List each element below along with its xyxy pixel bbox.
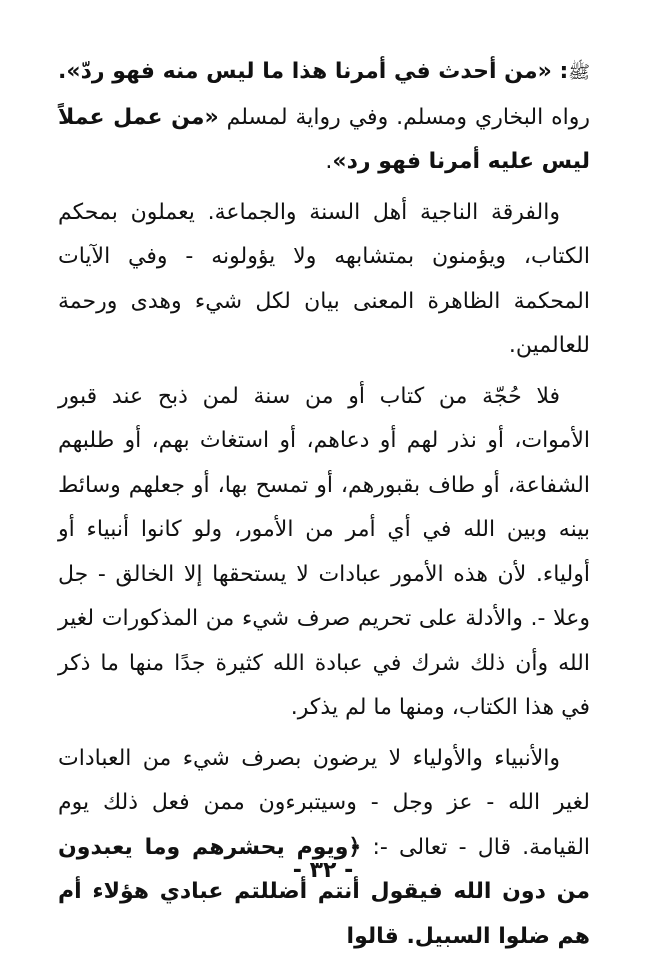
hadith-source: رواه البخاري ومسلم. وفي رواية لمسلم [218, 104, 590, 130]
hadith-end: . [325, 149, 333, 174]
paragraph-saved-sect-text: والفرقة الناجية أهل السنة والجماعة. يعملون بمحكم الكتاب، ويؤمنون بمتشابهه ولا يؤولونه - وفي الآيات المحكمة الظاهرة المعنى بيان لكل شيء وهدى ورحمة للعالمين. [58, 199, 590, 358]
paragraph-no-proof [58, 375, 590, 731]
hadith-quote-2: «من عمل عملاً ليس عليه أمرنا فهو رد» [58, 104, 590, 174]
page-number: - ٣٢ - [292, 858, 354, 883]
salla-honorific: ﷺ [568, 62, 590, 83]
paragraph-hadith [58, 50, 590, 185]
paragraph-no-proof-text: فلا حُجّة من كتاب أو من سنة لمن ذبح عند قبور الأموات، أو نذر لهم أو دعاهم، أو استغاث بهم، أو طلبهم الشفاعة، أو طاف بقبورهم، أو تمسح بها، أو جعلهم وسائط بينه وبين الله في أي أمر من الأمور، ولو كانوا أنبياء أو أولياء. لأن هذه الأمور عبادات لا يستحقها إلا الخالق - جل وعلا -. والأدلة على تحريم صرف شيء من المذكورات لغير الله وأن ذلك شرك في عبادة الله كثيرة جدًا منها ما ذكر في هذا الكتاب، ومنها ما لم يذكر. [58, 383, 590, 720]
paragraph-prophets-text: والأنبياء والأولياء لا يرضون بصرف شيء من العبادات لغير الله - عز وجل - وسيتبرءون ممن فعل ذلك يوم القيامة. قال - تعالى -: [58, 745, 591, 860]
paragraph-saved-sect [58, 191, 590, 369]
hadith-quote-1: : «من أحدث في أمرنا هذا ما ليس منه فهو ردّ». [58, 59, 569, 84]
quran-quote: ﴿ويوم يحشرهم وما يعبدون من دون الله فيقول أنتم أضللتم عبادي هؤلاء أم هم ضلوا السبيل. قالوا [58, 834, 590, 949]
page-body [58, 50, 590, 965]
paragraph-prophets [58, 737, 590, 960]
